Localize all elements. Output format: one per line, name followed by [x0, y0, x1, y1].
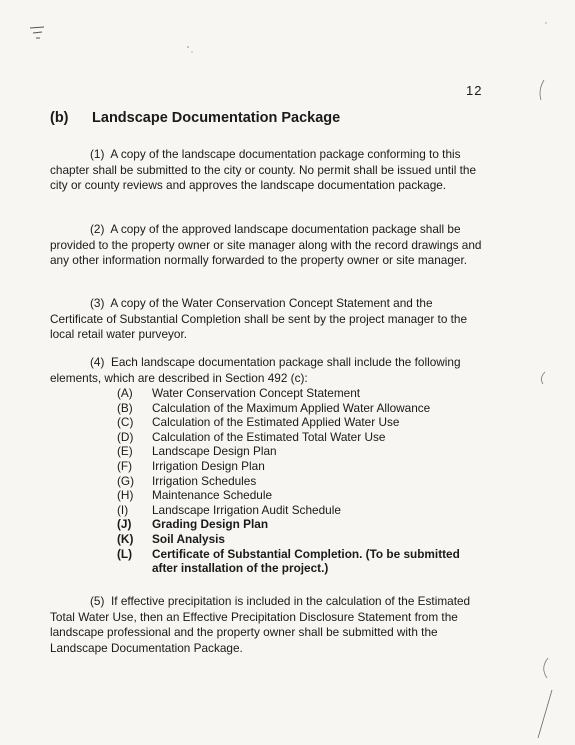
- item-text: Certificate of Substantial Completion. (To be submitted after installation of the project.): [152, 546, 460, 576]
- section-label: (b): [50, 110, 69, 126]
- list-item: [117, 503, 487, 518]
- item-text: Soil Analysis: [152, 531, 225, 546]
- section-heading: [50, 110, 340, 126]
- item-text: Calculation of the Estimated Total Water Use: [152, 429, 386, 444]
- item-key: (J): [117, 517, 132, 532]
- paragraph-5: [50, 594, 483, 656]
- item-text: Irrigation Design Plan: [152, 458, 265, 473]
- paragraph-3: [50, 296, 483, 343]
- list-item: [117, 547, 487, 576]
- item-key: (B): [117, 400, 133, 415]
- list-item: [117, 430, 487, 445]
- item-key: (G): [117, 473, 135, 488]
- item-key: (I): [117, 502, 129, 517]
- item-text: Irrigation Schedules: [152, 473, 257, 488]
- list-item: [117, 517, 487, 532]
- item-text: Calculation of the Maximum Applied Water Allowance: [152, 400, 431, 415]
- item-text: Water Conservation Concept Statement: [152, 386, 361, 400]
- paragraph-4: [50, 355, 483, 386]
- page-number: 12: [466, 83, 483, 98]
- paragraph-1: [50, 147, 483, 194]
- paragraph-text: A copy of the landscape documentation package conforming to this chapter shall be submitted to the city or county. No permit shall be issued until the city or county reviews and approves the landscape documentation package.: [50, 147, 477, 192]
- paragraph-text: A copy of the approved landscape documentation package shall be provided to the property owner or site manager along with the record drawings and any other information normally forwarded to the property owner or site manager.: [50, 222, 482, 267]
- section-title: Landscape Documentation Package: [92, 110, 341, 126]
- item-key: (K): [117, 531, 134, 546]
- list-item: [117, 401, 487, 416]
- list-item: [117, 386, 487, 401]
- list-item: [117, 488, 487, 503]
- item-key: (F): [117, 458, 133, 473]
- paragraph-lead: (5): [90, 594, 105, 608]
- paragraph-text: If effective precipitation is included in the calculation of the Estimated Total Water Use, then an Effective Precipitation Disclosure Statement from the landscape professional and the property owner shall be submitted with the Landscape Documentation Package.: [50, 594, 471, 655]
- item-key: (L): [117, 546, 133, 561]
- list-item: [117, 415, 487, 430]
- item-text: Calculation of the Estimated Applied Water Use: [152, 415, 400, 430]
- item-text: Grading Design Plan: [152, 517, 269, 532]
- item-text: Landscape Irrigation Audit Schedule: [152, 502, 341, 517]
- elements-list: [117, 386, 487, 576]
- paragraph-lead: (4): [90, 355, 105, 369]
- item-text: Landscape Design Plan: [152, 444, 277, 459]
- paragraph-2: [50, 222, 483, 269]
- list-item: [117, 459, 487, 474]
- paragraph-text: A copy of the Water Conservation Concept Statement and the Certificate of Substantial Completion shall be sent by the project manager to the local retail water purveyor.: [50, 296, 468, 341]
- paragraph-lead: (1): [90, 147, 105, 161]
- item-key: (C): [117, 415, 134, 430]
- list-item: [117, 474, 487, 489]
- item-key: (H): [117, 488, 134, 503]
- paragraph-lead: (3): [90, 296, 105, 310]
- paragraph-lead: (2): [90, 222, 105, 236]
- paragraph-text: Each landscape documentation package shall include the following elements, which are described in Section 492 (c):: [50, 355, 461, 385]
- item-key: (D): [117, 429, 134, 444]
- item-text: Maintenance Schedule: [152, 488, 273, 503]
- item-key: (A): [117, 386, 133, 400]
- list-item: [117, 532, 487, 547]
- item-key: (E): [117, 444, 133, 459]
- list-item: [117, 444, 487, 459]
